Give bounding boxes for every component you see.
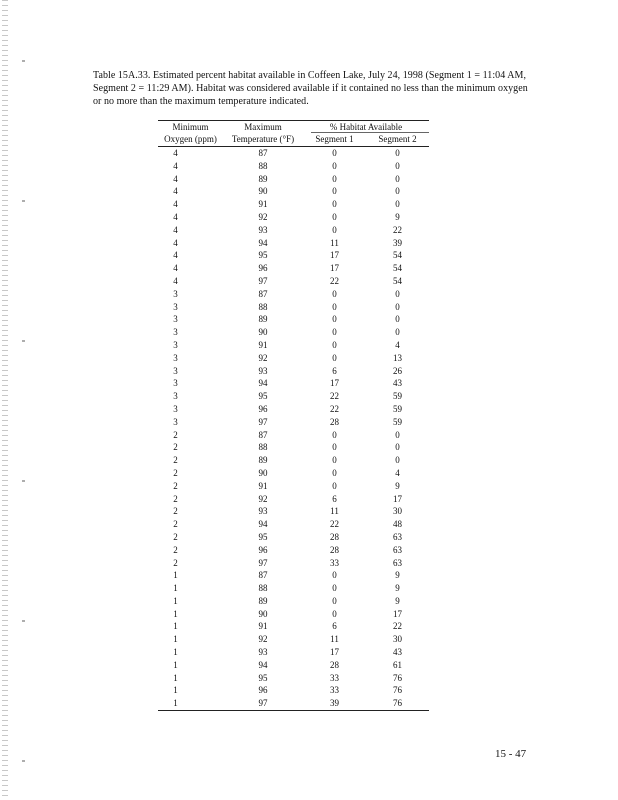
cell-max-temperature: 96 [258, 263, 268, 274]
table-row [158, 339, 429, 352]
cell-min-oxygen: 4 [173, 148, 178, 158]
cell-min-oxygen: 1 [173, 608, 178, 619]
table-row [158, 313, 429, 326]
cell-segment-2: 63 [393, 557, 402, 568]
cell-segment-1: 0 [332, 211, 337, 222]
cell-min-oxygen: 4 [173, 199, 178, 210]
header-max-temp-line1: Maximum [223, 121, 303, 134]
cell-segment-2: 39 [393, 237, 402, 248]
cell-min-oxygen: 1 [173, 659, 178, 670]
cell-max-temperature: 89 [258, 595, 268, 606]
table-row [158, 262, 429, 275]
cell-segment-1: 0 [332, 455, 337, 466]
cell-segment-2: 0 [395, 173, 400, 184]
cell-segment-1: 11 [330, 506, 339, 517]
cell-segment-1: 0 [332, 352, 337, 363]
habitat-table-container [158, 120, 429, 711]
cell-min-oxygen: 2 [173, 442, 178, 453]
cell-min-oxygen: 3 [173, 314, 178, 325]
cell-segment-1: 33 [330, 557, 339, 568]
cell-segment-1: 0 [332, 224, 337, 235]
cell-segment-1: 11 [330, 634, 339, 645]
cell-segment-1: 0 [332, 595, 337, 606]
cell-max-temperature: 91 [258, 339, 268, 350]
cell-max-temperature: 87 [258, 429, 268, 440]
table-row [158, 467, 429, 480]
cell-segment-1: 22 [330, 391, 339, 402]
table-row [158, 211, 429, 224]
cell-max-temperature: 93 [258, 224, 268, 235]
header-habitat-available-label: % Habitat Available [329, 122, 403, 132]
table-row [158, 633, 429, 646]
cell-segment-1: 6 [332, 365, 337, 376]
cell-segment-1: 28 [330, 659, 339, 670]
cell-min-oxygen: 4 [173, 263, 178, 274]
table-row [158, 160, 429, 173]
cell-max-temperature: 91 [258, 621, 268, 632]
cell-min-oxygen: 4 [173, 211, 178, 222]
cell-min-oxygen: 2 [173, 429, 178, 440]
cell-max-temperature: 97 [258, 557, 268, 568]
cell-segment-2: 30 [393, 634, 402, 645]
cell-segment-2: 0 [395, 288, 400, 299]
cell-max-temperature: 96 [258, 403, 268, 414]
cell-segment-2: 30 [393, 506, 402, 517]
cell-min-oxygen: 2 [173, 455, 178, 466]
habitat-table [158, 120, 429, 711]
cell-segment-1: 28 [330, 531, 339, 542]
cell-min-oxygen: 1 [158, 697, 223, 710]
cell-segment-1: 17 [330, 647, 339, 658]
cell-segment-1: 6 [332, 621, 337, 632]
cell-max-temperature: 92 [258, 352, 268, 363]
cell-max-temperature: 88 [258, 583, 268, 594]
table-row [158, 672, 429, 685]
cell-min-oxygen: 3 [173, 288, 178, 299]
cell-segment-2: 76 [366, 697, 429, 710]
cell-segment-1: 0 [332, 199, 337, 210]
cell-segment-2: 9 [395, 570, 400, 581]
cell-min-oxygen: 4 [173, 160, 178, 171]
table-row [158, 377, 429, 390]
cell-segment-2: 0 [395, 186, 400, 197]
table-row [158, 403, 429, 416]
cell-min-oxygen: 2 [173, 480, 178, 491]
table-row [158, 697, 429, 710]
table-row [158, 288, 429, 301]
cell-segment-1: 33 [330, 672, 339, 683]
cell-max-temperature: 96 [258, 685, 268, 696]
cell-segment-1: 0 [332, 314, 337, 325]
cell-segment-1: 0 [332, 467, 337, 478]
cell-segment-1: 22 [330, 519, 339, 530]
cell-min-oxygen: 3 [173, 416, 178, 427]
table-row [158, 595, 429, 608]
cell-min-oxygen: 1 [173, 570, 178, 581]
header-max-temp-line2: Temperature (°F) [223, 133, 303, 147]
table-row [158, 301, 429, 314]
cell-segment-1: 28 [330, 544, 339, 555]
cell-min-oxygen: 1 [173, 621, 178, 632]
cell-max-temperature: 93 [258, 647, 268, 658]
table-row [158, 185, 429, 198]
cell-max-temperature: 94 [258, 378, 268, 389]
cell-max-temperature: 94 [258, 519, 268, 530]
header-row-1 [158, 121, 429, 134]
cell-max-temperature: 89 [258, 314, 268, 325]
cell-min-oxygen: 3 [173, 327, 178, 338]
cell-segment-2: 63 [393, 531, 402, 542]
cell-segment-2: 22 [393, 621, 402, 632]
cell-segment-2: 54 [393, 275, 402, 286]
cell-segment-2: 0 [395, 160, 400, 171]
cell-min-oxygen: 4 [173, 275, 178, 286]
cell-min-oxygen: 2 [173, 467, 178, 478]
table-row [158, 454, 429, 467]
cell-segment-2: 54 [393, 250, 402, 261]
cell-max-temperature: 91 [258, 480, 268, 491]
cell-min-oxygen: 1 [173, 583, 178, 594]
table-row [158, 224, 429, 237]
table-row [158, 429, 429, 442]
table-row [158, 352, 429, 365]
cell-max-temperature: 95 [258, 672, 268, 683]
cell-segment-1: 0 [332, 186, 337, 197]
cell-segment-2: 26 [393, 365, 402, 376]
cell-segment-2: 59 [393, 403, 402, 414]
cell-max-temperature: 87 [258, 148, 268, 158]
cell-segment-1: 0 [332, 327, 337, 338]
table-row [158, 518, 429, 531]
cell-max-temperature: 92 [258, 211, 268, 222]
cell-segment-2: 43 [393, 647, 402, 658]
cell-segment-2: 0 [395, 455, 400, 466]
cell-max-temperature: 90 [258, 467, 268, 478]
cell-segment-2: 17 [393, 608, 402, 619]
cell-min-oxygen: 2 [173, 531, 178, 542]
table-row [158, 416, 429, 429]
cell-segment-1: 0 [332, 442, 337, 453]
cell-max-temperature: 87 [258, 570, 268, 581]
scan-margin-marks [22, 0, 25, 800]
cell-max-temperature: 90 [258, 327, 268, 338]
table-row [158, 365, 429, 378]
cell-segment-2: 9 [395, 583, 400, 594]
cell-segment-2: 76 [393, 685, 402, 696]
page-number: 15 - 47 [495, 748, 527, 760]
table-row [158, 480, 429, 493]
cell-segment-1: 0 [332, 480, 337, 491]
cell-segment-1: 0 [332, 148, 337, 158]
cell-min-oxygen: 3 [173, 378, 178, 389]
cell-min-oxygen: 3 [173, 301, 178, 312]
cell-max-temperature: 88 [258, 160, 268, 171]
cell-segment-1: 0 [332, 288, 337, 299]
cell-segment-2: 59 [393, 416, 402, 427]
cell-min-oxygen: 2 [173, 544, 178, 555]
cell-segment-1: 22 [330, 403, 339, 414]
table-row [158, 569, 429, 582]
scan-edge-artifact [2, 0, 8, 800]
cell-min-oxygen: 3 [173, 365, 178, 376]
table-row [158, 557, 429, 570]
cell-segment-2: 61 [393, 659, 402, 670]
cell-segment-2: 13 [393, 352, 402, 363]
cell-segment-2: 43 [393, 378, 402, 389]
cell-max-temperature: 88 [258, 442, 268, 453]
cell-segment-1: 28 [330, 416, 339, 427]
table-row [158, 544, 429, 557]
table-row [158, 249, 429, 262]
cell-min-oxygen: 1 [173, 672, 178, 683]
cell-segment-1: 11 [330, 237, 339, 248]
cell-min-oxygen: 2 [173, 557, 178, 568]
cell-max-temperature: 95 [258, 391, 268, 402]
cell-min-oxygen: 4 [173, 224, 178, 235]
cell-max-temperature: 90 [258, 608, 268, 619]
cell-segment-1: 0 [332, 339, 337, 350]
cell-segment-2: 0 [395, 429, 400, 440]
cell-segment-1: 6 [332, 493, 337, 504]
cell-segment-2: 17 [393, 493, 402, 504]
cell-max-temperature: 97 [223, 697, 303, 710]
cell-max-temperature: 89 [258, 173, 268, 184]
cell-max-temperature: 97 [258, 416, 268, 427]
cell-min-oxygen: 2 [173, 519, 178, 530]
cell-max-temperature: 90 [258, 186, 268, 197]
cell-segment-1: 0 [332, 570, 337, 581]
cell-min-oxygen: 1 [173, 595, 178, 606]
table-row [158, 173, 429, 186]
cell-min-oxygen: 4 [173, 186, 178, 197]
cell-min-oxygen: 3 [173, 403, 178, 414]
cell-min-oxygen: 3 [173, 339, 178, 350]
table-row [158, 493, 429, 506]
table-row [158, 646, 429, 659]
cell-segment-1: 39 [303, 697, 366, 710]
cell-max-temperature: 94 [258, 659, 268, 670]
cell-min-oxygen: 3 [173, 352, 178, 363]
header-span-rule [311, 132, 429, 133]
table-row [158, 441, 429, 454]
header-segment-2: Segment 2 [366, 133, 429, 147]
cell-max-temperature: 94 [258, 237, 268, 248]
cell-max-temperature: 92 [258, 493, 268, 504]
cell-max-temperature: 96 [258, 544, 268, 555]
cell-min-oxygen: 4 [173, 173, 178, 184]
cell-segment-2: 0 [395, 199, 400, 210]
table-row [158, 582, 429, 595]
cell-max-temperature: 93 [258, 365, 268, 376]
cell-segment-1: 0 [332, 583, 337, 594]
cell-segment-2: 63 [393, 544, 402, 555]
cell-min-oxygen: 2 [173, 493, 178, 504]
table-row [158, 620, 429, 633]
cell-segment-2: 48 [393, 519, 402, 530]
cell-segment-1: 22 [330, 275, 339, 286]
table-row [158, 147, 429, 160]
table-row [158, 237, 429, 250]
table-row [158, 608, 429, 621]
table-row [158, 505, 429, 518]
cell-segment-2: 0 [395, 148, 400, 158]
cell-segment-2: 0 [395, 442, 400, 453]
cell-min-oxygen: 4 [173, 250, 178, 261]
cell-segment-2: 76 [393, 672, 402, 683]
cell-max-temperature: 92 [258, 634, 268, 645]
cell-segment-1: 17 [330, 250, 339, 261]
cell-segment-1: 0 [332, 429, 337, 440]
cell-max-temperature: 88 [258, 301, 268, 312]
cell-segment-2: 4 [395, 467, 400, 478]
cell-segment-2: 22 [393, 224, 402, 235]
cell-max-temperature: 95 [258, 250, 268, 261]
cell-min-oxygen: 1 [173, 685, 178, 696]
habitat-table-body [158, 147, 429, 711]
cell-min-oxygen: 1 [173, 647, 178, 658]
cell-segment-2: 0 [395, 314, 400, 325]
cell-min-oxygen: 1 [173, 634, 178, 645]
cell-segment-1: 0 [332, 301, 337, 312]
table-caption: Table 15A.33. Estimated percent habitat available in Coffeen Lake, July 24, 1998 (Segment 1 = 11:04 AM, Segment 2 = 11:29 AM). Habitat was considered available if it contained no less than the minimum oxygen or no more than the maximum temperature indicated. [93, 70, 528, 107]
cell-max-temperature: 87 [258, 288, 268, 299]
cell-segment-2: 9 [395, 595, 400, 606]
header-habitat-available [303, 121, 429, 134]
cell-segment-1: 17 [330, 378, 339, 389]
cell-segment-2: 4 [395, 339, 400, 350]
table-row [158, 275, 429, 288]
header-min-oxygen-line1: Minimum [158, 121, 223, 134]
table-row [158, 684, 429, 697]
table-row [158, 531, 429, 544]
cell-max-temperature: 97 [258, 275, 268, 286]
table-row [158, 390, 429, 403]
cell-segment-1: 17 [330, 263, 339, 274]
cell-min-oxygen: 3 [173, 391, 178, 402]
cell-min-oxygen: 2 [173, 506, 178, 517]
table-row [158, 659, 429, 672]
table-row [158, 326, 429, 339]
cell-segment-1: 0 [332, 608, 337, 619]
cell-segment-2: 59 [393, 391, 402, 402]
cell-segment-2: 0 [395, 301, 400, 312]
table-row [158, 198, 429, 211]
header-segment-1: Segment 1 [303, 133, 366, 147]
cell-segment-2: 0 [395, 327, 400, 338]
cell-max-temperature: 89 [258, 455, 268, 466]
cell-max-temperature: 93 [258, 506, 268, 517]
cell-max-temperature: 91 [258, 199, 268, 210]
cell-segment-1: 0 [332, 173, 337, 184]
cell-segment-2: 54 [393, 263, 402, 274]
cell-segment-2: 9 [395, 211, 400, 222]
header-row-2 [158, 133, 429, 147]
cell-segment-1: 33 [330, 685, 339, 696]
cell-max-temperature: 95 [258, 531, 268, 542]
header-min-oxygen-line2: Oxygen (ppm) [158, 133, 223, 147]
cell-segment-1: 0 [332, 160, 337, 171]
cell-segment-2: 9 [395, 480, 400, 491]
cell-min-oxygen: 4 [173, 237, 178, 248]
